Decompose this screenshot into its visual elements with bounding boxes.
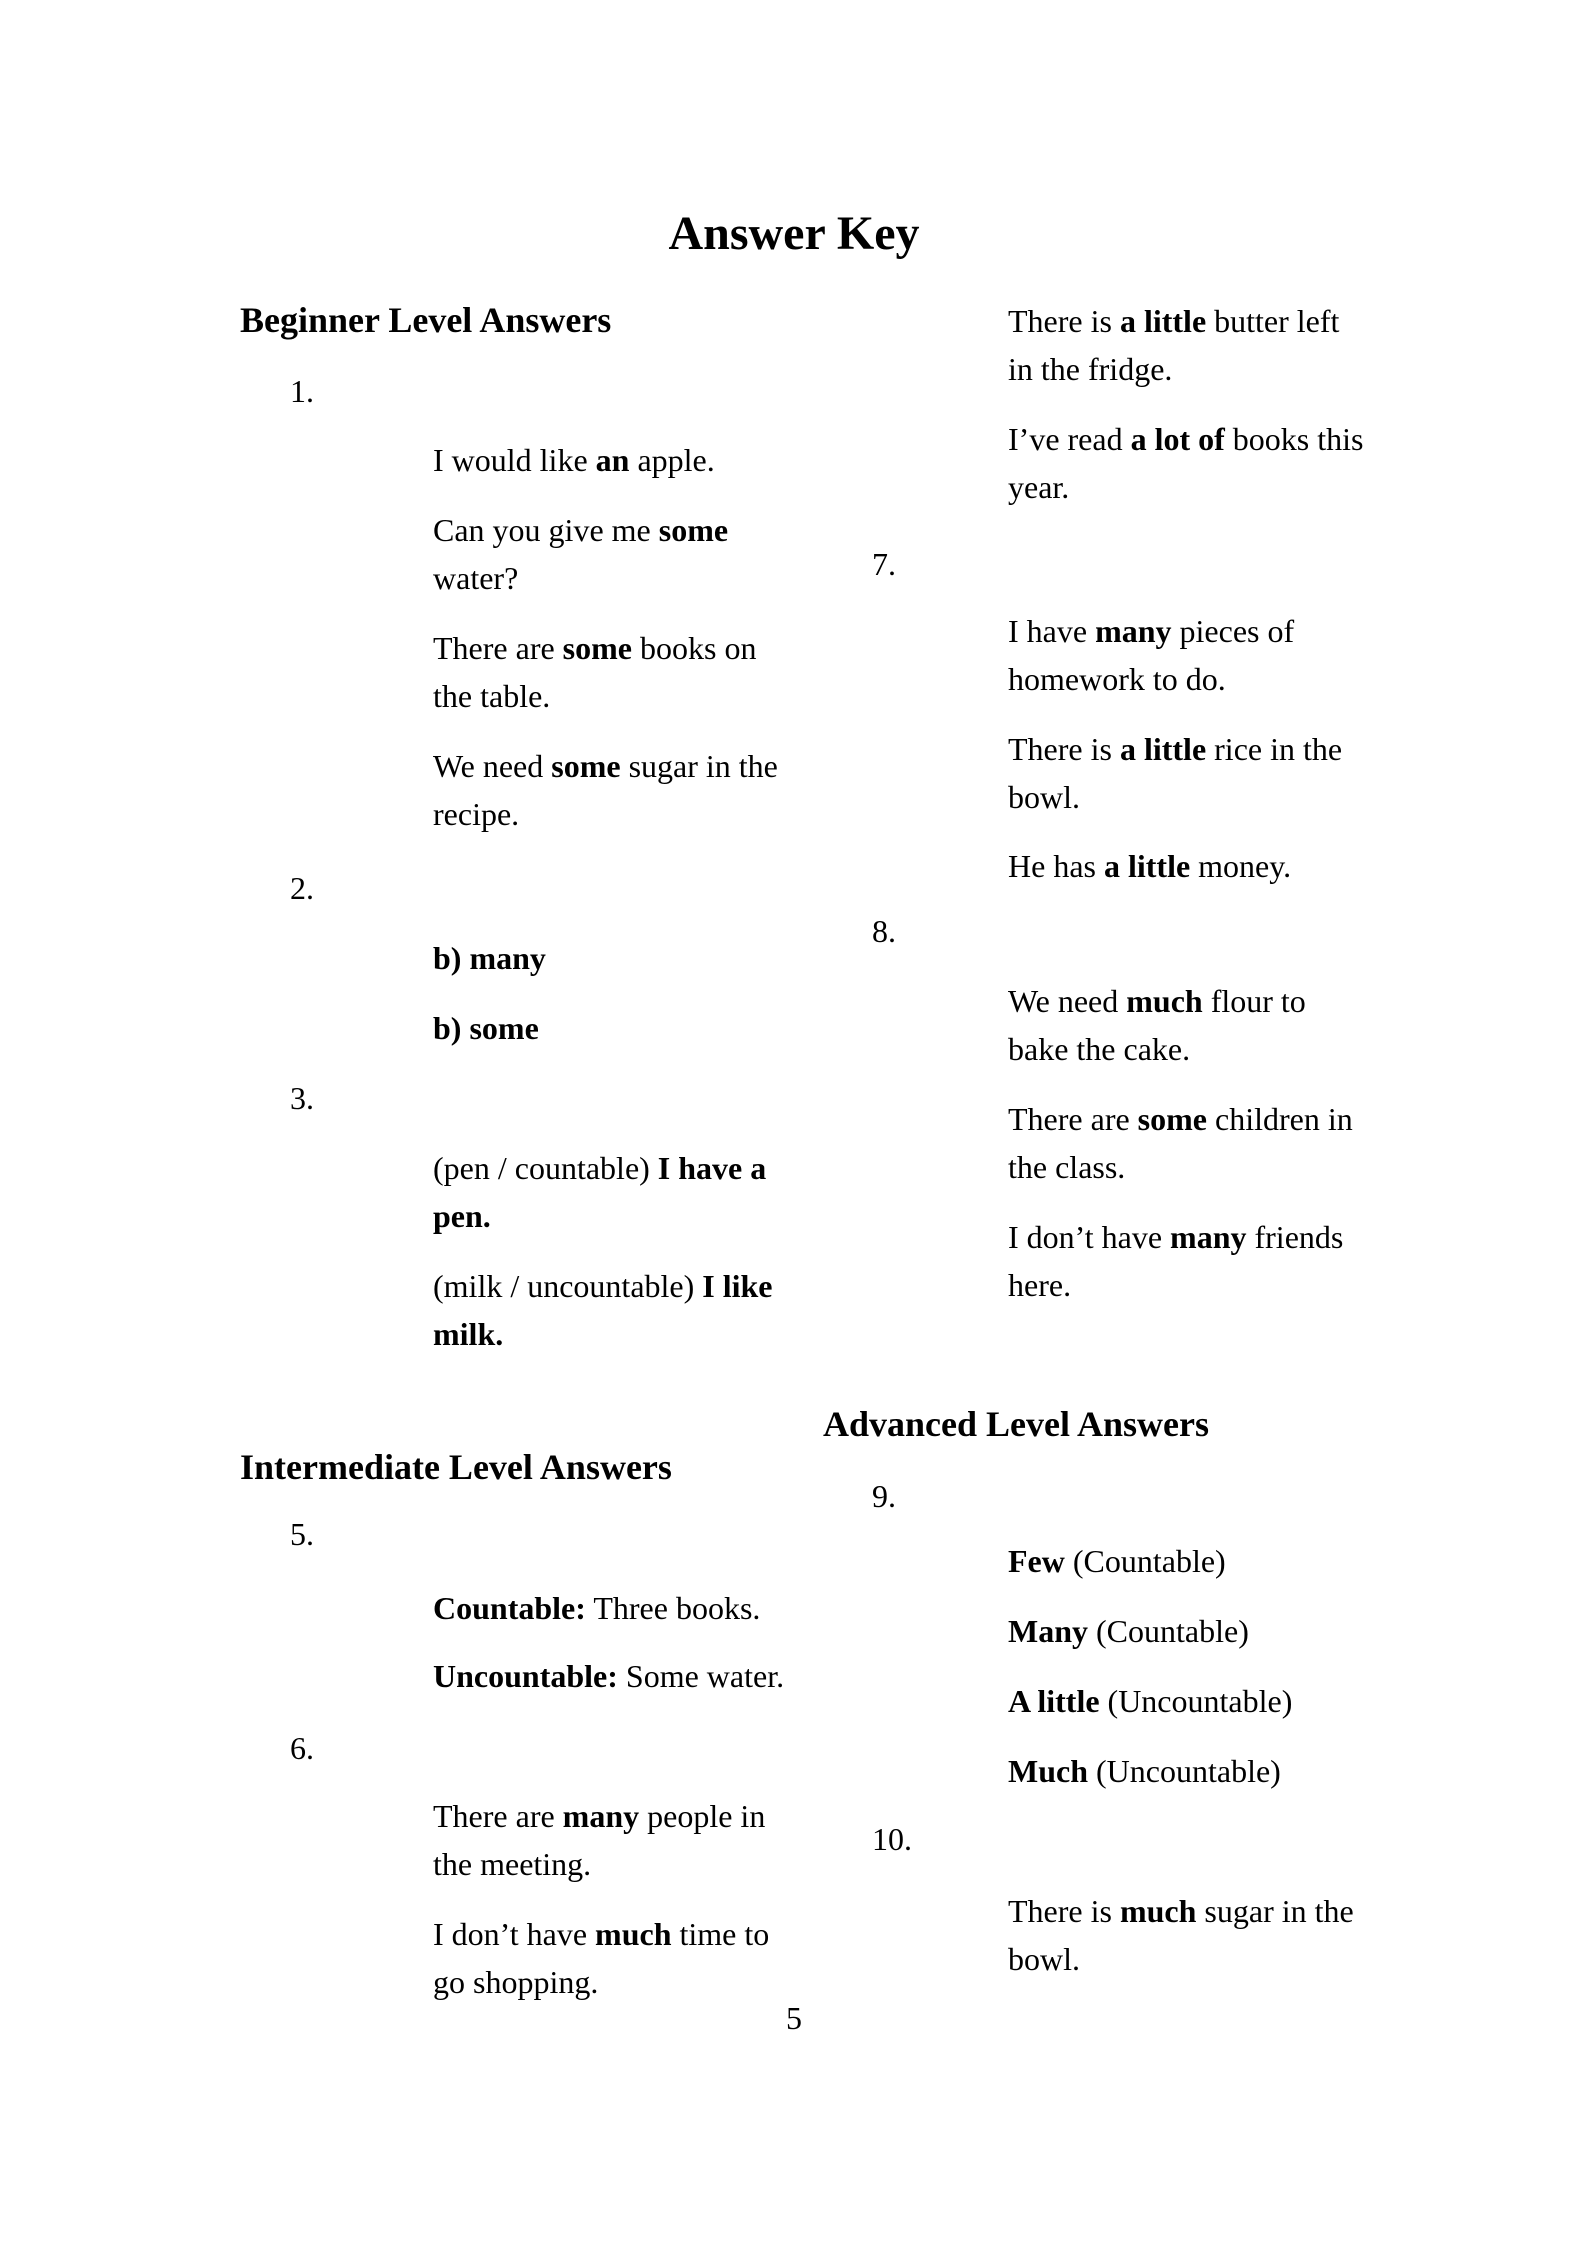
answer-paragraph: b) many (433, 940, 546, 976)
answer-paragraph: There are some books on the table. (433, 630, 757, 714)
section-heading-beginner: Beginner Level Answers (240, 300, 612, 340)
answer-paragraph: We need much flour to bake the cake. (1008, 983, 1306, 1067)
answer-paragraph: I would like an apple. (433, 442, 715, 478)
section-heading-intermediate: Intermediate Level Answers (240, 1447, 672, 1487)
answer-paragraph: There is a little rice in the bowl. (1008, 731, 1343, 815)
answer-paragraph: I don’t have many friends here. (1008, 1219, 1344, 1303)
item-number-7: 7. (872, 546, 896, 582)
answer-paragraph: A little (Uncountable) (1008, 1683, 1293, 1719)
item-number-6: 6. (290, 1730, 314, 1766)
answer-paragraph: (milk / uncountable) I like milk. (433, 1268, 773, 1352)
page-number: 5 (786, 2000, 802, 2036)
item-number-9: 9. (872, 1478, 896, 1514)
answer-paragraph: (pen / countable) I have a pen. (433, 1150, 767, 1234)
answer-paragraph: b) some (433, 1010, 539, 1046)
section-heading-advanced: Advanced Level Answers (823, 1404, 1209, 1444)
answer-paragraph: I don’t have much time to go shopping. (433, 1916, 770, 2000)
answer-paragraph: He has a little money. (1008, 848, 1292, 884)
item-number-8: 8. (872, 913, 896, 949)
item-number-2: 2. (290, 870, 314, 906)
answer-paragraph: Much (Uncountable) (1008, 1753, 1281, 1789)
answer-paragraph: I have many pieces of homework to do. (1008, 613, 1295, 697)
answer-paragraph: Uncountable: Some water. (433, 1658, 785, 1694)
item-number-3: 3. (290, 1080, 314, 1116)
answer-paragraph: There is a little butter left in the fridge. (1008, 303, 1340, 387)
answer-paragraph: There are some children in the class. (1008, 1101, 1353, 1185)
answer-paragraph: We need some sugar in the recipe. (433, 748, 778, 832)
answer-paragraph: There is much sugar in the bowl. (1008, 1893, 1354, 1977)
page-title: Answer Key (668, 207, 920, 260)
answer-paragraph: Few (Countable) (1008, 1543, 1226, 1579)
answer-paragraph: Can you give me some water? (433, 512, 729, 596)
item-number-10: 10. (872, 1821, 912, 1857)
answer-paragraph: I’ve read a lot of books this year. (1008, 421, 1364, 505)
item-number-1: 1. (290, 373, 314, 409)
answer-paragraph: There are many people in the meeting. (433, 1798, 766, 1882)
answer-paragraph: Many (Countable) (1008, 1613, 1249, 1649)
item-number-5: 5. (290, 1516, 314, 1552)
answer-paragraph: Countable: Three books. (433, 1590, 761, 1626)
